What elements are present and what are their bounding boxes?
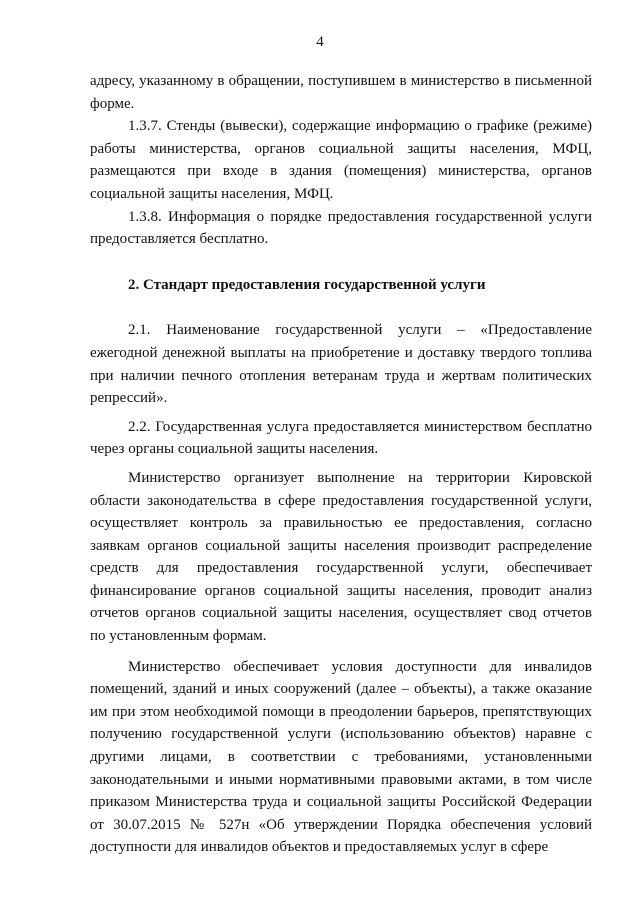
paragraph-2-1: 2.1. Наименование государственной услуги – «Предоставление ежегодной денежной выплаты на приобретение и доставку твердого топлива при наличии печного отопления ветеранам труда и жертвам политических репрессий».	[90, 322, 592, 407]
paragraph-continuation: адресу, указанному в обращении, поступившем в министерство в письменной форме.	[90, 73, 592, 112]
paragraph-accessibility: Министерство обеспечивает условия доступности для инвалидов помещений, зданий и иных сооружений (далее – объекты), а также оказание им при этом необходимой помощи в преодолении барьеров, препятствующих получению государственной услуги (использованию объектов) наравне с другими лицами, в соответствии с требованиями, установленными законодательными и иными нормативными правовыми актами, в том числе приказом Министерства труда и социальной защиты Российской Федерации от 30.07.2015 № 527н «Об утверждении Порядка обеспечения условий доступности для инвалидов объектов и предоставляемых услуг в сфере	[90, 658, 592, 856]
section-heading: 2. Стандарт предоставления государственной услуги	[128, 276, 486, 293]
paragraph-1-3-8: 1.3.8. Информация о порядке предоставления государственной услуги предоставляется бесплатно.	[90, 208, 592, 248]
paragraph-2-2: 2.2. Государственная услуга предоставляется министерством бесплатно через органы социальной защиты населения.	[90, 418, 592, 458]
paragraph-ministry-duties: Министерство организует выполнение на территории Кировской области законодательства в сфере предоставления государственной услуги, осуществляет контроль за правильностью ее предоставления, согласно заявкам органов социальной защиты населения производит распределение средств для предоставления государственной услуги, обеспечивает финансирование органов социальной защиты населения, проводит анализ отчетов органов социальной защиты населения, осуществляет свод отчетов по установленным формам.	[90, 469, 592, 645]
paragraph-1-3-7: 1.3.7. Стенды (вывески), содержащие информацию о графике (режиме) работы министерства, органов социальной защиты населения, МФЦ, размещаются при входе в здания (помещения) министерства, органов социальной защиты населения, МФЦ.	[90, 118, 592, 202]
page-number: 4	[316, 34, 324, 50]
document-body	[90, 70, 592, 859]
